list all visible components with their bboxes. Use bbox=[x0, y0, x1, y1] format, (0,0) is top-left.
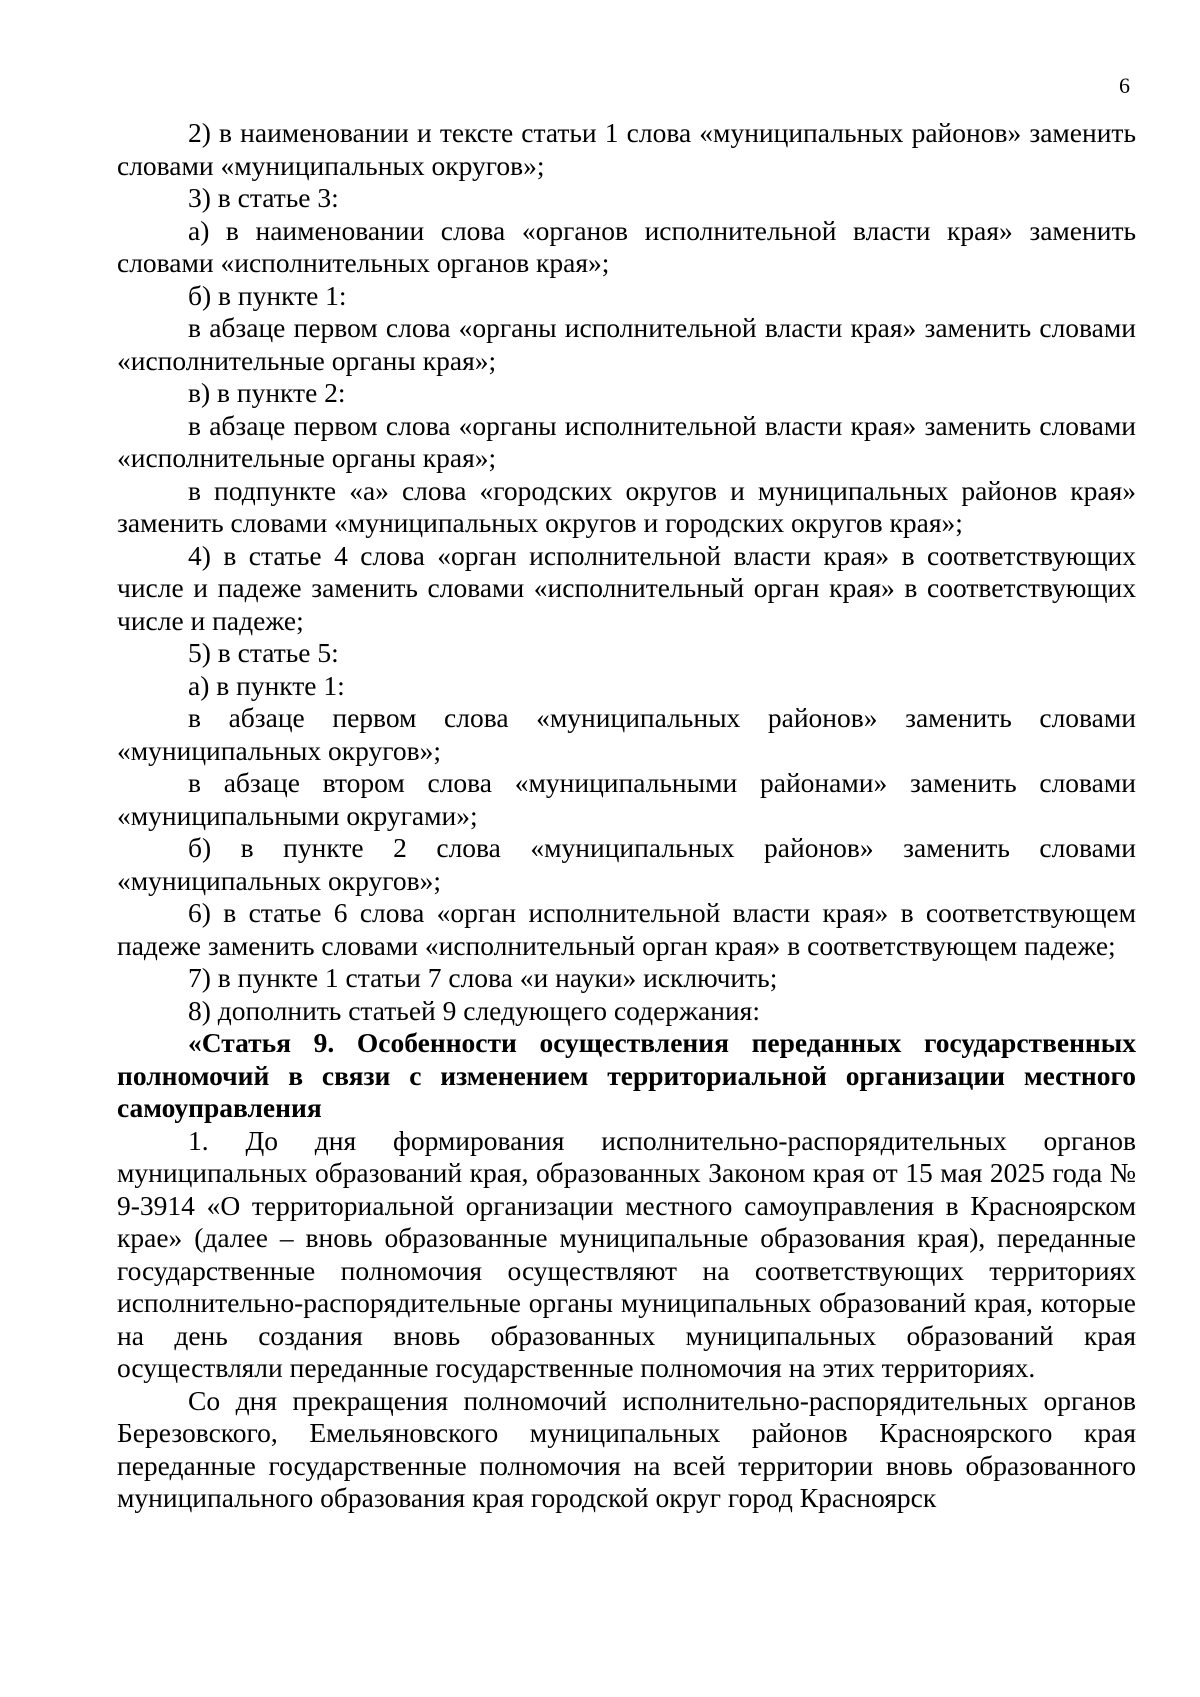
page-number: 6 bbox=[1119, 73, 1130, 98]
article-9-point-1: 1. До дня формирования исполнительно-распорядительных органов муниципальных образований края, образованных Законом края от 15 мая 2025 года № 9-3914 «О территориальной организации местного самоуправления в Красноярском крае» (далее – вновь образованные муниципальные образования края), переданные государственные полномочия осуществляют на соответствующих территориях исполнительно-распорядительные органы муниципальных образований края, которые на день создания вновь образованных муниципальных образований края осуществляли переданные государственные полномочия на этих территориях. bbox=[117, 1124, 1136, 1383]
paragraph-item-4: 4) в статье 4 слова «орган исполнительной власти края» в соответствующих числе и падеже заменить словами «исполнительный орган края» в соответствующих числе и падеже; bbox=[117, 539, 1136, 636]
paragraph-subitem-3v: в) в пункте 2: bbox=[188, 377, 346, 408]
paragraph-subitem-3b: б) в пункте 1: bbox=[188, 279, 347, 311]
paragraph-3b-first-abzac: в абзаце первом слова «органы исполнительной власти края» заменить словами «исполнительные органы края»; bbox=[117, 312, 1136, 376]
paragraph-subitem-5b: б) в пункте 2 слова «муниципальных районов» заменить словами «муниципальных округов»; bbox=[117, 832, 1136, 896]
paragraph-3v-first-abzac: в абзаце первом слова «органы исполнительной власти края» заменить словами «исполнительные органы края»; bbox=[117, 409, 1136, 473]
paragraph-item-6: 6) в статье 6 слова «орган исполнительной власти края» в соответствующем падеже заменить словами «исполнительный орган края» в соответствующем падеже; bbox=[117, 897, 1136, 961]
document-body bbox=[117, 117, 1136, 1515]
paragraph-subitem-5a: а) в пункте 1: bbox=[188, 669, 345, 701]
paragraph-3v-subpoint-a: в подпункте «а» слова «городских округов и муниципальных районов края» заменить словами «муниципальных округов и городских округов края»; bbox=[117, 474, 1136, 538]
paragraph-item-3: 3) в статье 3: bbox=[188, 182, 339, 213]
article-9-heading: «Статья 9. Особенности осуществления переданных государственных полномочий в связи с изменением территориальной организации местного самоуправления bbox=[117, 1027, 1136, 1123]
paragraph-item-2: 2) в наименовании и тексте статьи 1 слова «муниципальных районов» заменить словами «муниципальных округов»; bbox=[117, 117, 1136, 181]
paragraph-subitem-3a: а) в наименовании слова «органов исполнительной власти края» заменить словами «исполнительных органов края»; bbox=[117, 214, 1136, 278]
paragraph-item-7: 7) в пункте 1 статьи 7 слова «и науки» исключить; bbox=[188, 962, 778, 993]
paragraph-5a-first-abzac: в абзаце первом слова «муниципальных районов» заменить словами «муниципальных округов»; bbox=[117, 702, 1136, 766]
paragraph-item-5: 5) в статье 5: bbox=[188, 637, 339, 668]
paragraph-5a-second-abzac: в абзаце втором слова «муниципальными районами» заменить словами «муниципальными округами»; bbox=[117, 767, 1136, 831]
paragraph-item-8: 8) дополнить статьей 9 следующего содержания: bbox=[188, 994, 760, 1026]
article-9-point-1-continuation: Со дня прекращения полномочий исполнительно-распорядительных органов Березовского, Емельяновского муниципальных районов Красноярского края переданные государственные полномочия на всей территории вновь образованного муниципального образования края городской округ город Красноярск bbox=[117, 1384, 1136, 1513]
